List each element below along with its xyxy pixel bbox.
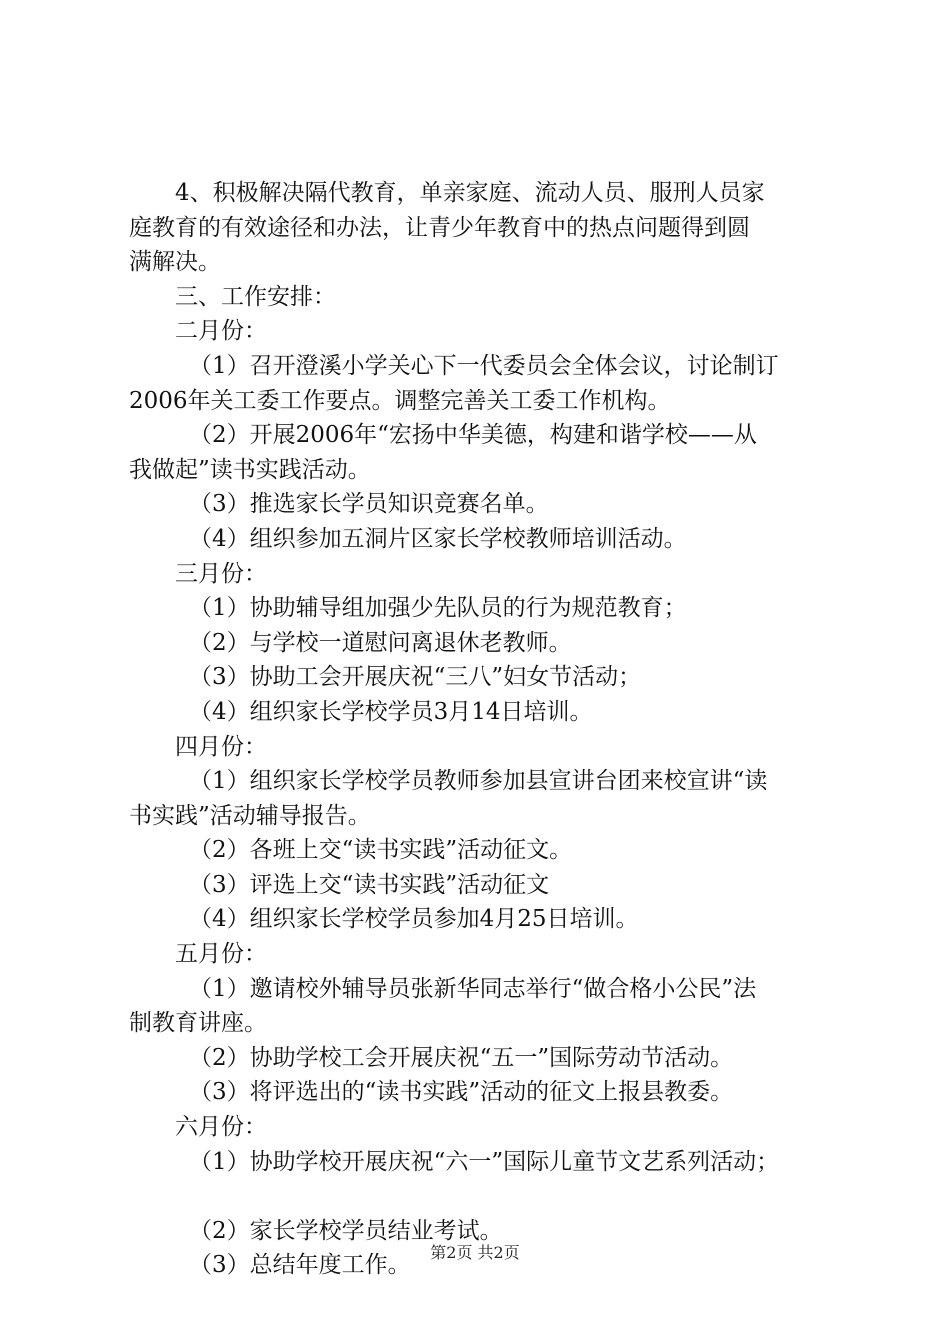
text-line: （4）组织家长学校学员3月14日培训。	[189, 698, 593, 725]
text-line: （3）推选家长学员知识竞赛名单。	[189, 491, 549, 518]
text-line: 4、积极解决隔代教育，单亲家庭、流动人员、服刑人员家	[175, 180, 765, 206]
text-line: （3）协助工会开展庆祝“三八”妇女节活动；	[189, 664, 642, 691]
text-line: 四月份：	[175, 733, 267, 760]
text-line: （1）召开澄溪小学关心下一代委员会全体会议，讨论制订	[189, 352, 779, 379]
text-line: （1）协助辅导组加强少先队员的行为规范教育；	[189, 595, 687, 622]
document-body	[129, 176, 834, 1283]
text-line: 三、工作安排：	[175, 283, 336, 310]
text-line: （3）将评选出的“读书实践”活动的征文上报县教委。	[189, 1079, 734, 1106]
text-line: （1）协助学校开展庆祝“六一”国际儿童节文艺系列活动；	[189, 1148, 780, 1175]
text-line: （1）邀请校外辅导员张新华同志举行“做合格小公民”法	[189, 975, 757, 1002]
text-line: （1）组织家长学校学员教师参加县宣讲台团来校宣讲“读	[189, 768, 768, 795]
text-line: （3）评选上交“读书实践”活动征文	[189, 871, 550, 898]
text-line: （4）组织家长学校学员参加4月25日培训。	[189, 906, 639, 933]
text-line: 六月份：	[175, 1114, 267, 1141]
text-line: 书实践”活动辅导报告。	[129, 802, 371, 829]
text-line: （2）协助学校工会开展庆祝“五一”国际劳动节活动。	[189, 1044, 734, 1071]
text-line: 2006年关工委工作要点。调整完善关工委工作机构。	[129, 387, 671, 414]
text-line: （2）与学校一道慰问离退休老教师。	[189, 629, 572, 656]
text-line: 我做起”读书实践活动。	[129, 456, 371, 483]
text-line: 三月份：	[175, 560, 267, 587]
text-line: （2）各班上交“读书实践”活动征文。	[189, 837, 573, 864]
page-footer: 第2页 共2页	[430, 1243, 520, 1262]
text-line: 五月份：	[175, 941, 267, 968]
text-line: 庭教育的有效途径和办法，让青少年教育中的热点问题得到圆	[129, 214, 750, 241]
text-line: 满解决。	[129, 249, 221, 276]
blank-line	[129, 1179, 834, 1214]
text-line: 二月份：	[175, 318, 267, 345]
text-line: （2）家长学校学员结业考试。	[189, 1217, 503, 1244]
text-line: （3）总结年度工作。	[189, 1252, 411, 1279]
text-line: （4）组织参加五洞片区家长学校教师培训活动。	[189, 525, 687, 552]
text-line: （2）开展2006年“宏扬中华美德，构建和谐学校——从	[189, 422, 757, 449]
text-line: 制教育讲座。	[129, 1010, 267, 1037]
